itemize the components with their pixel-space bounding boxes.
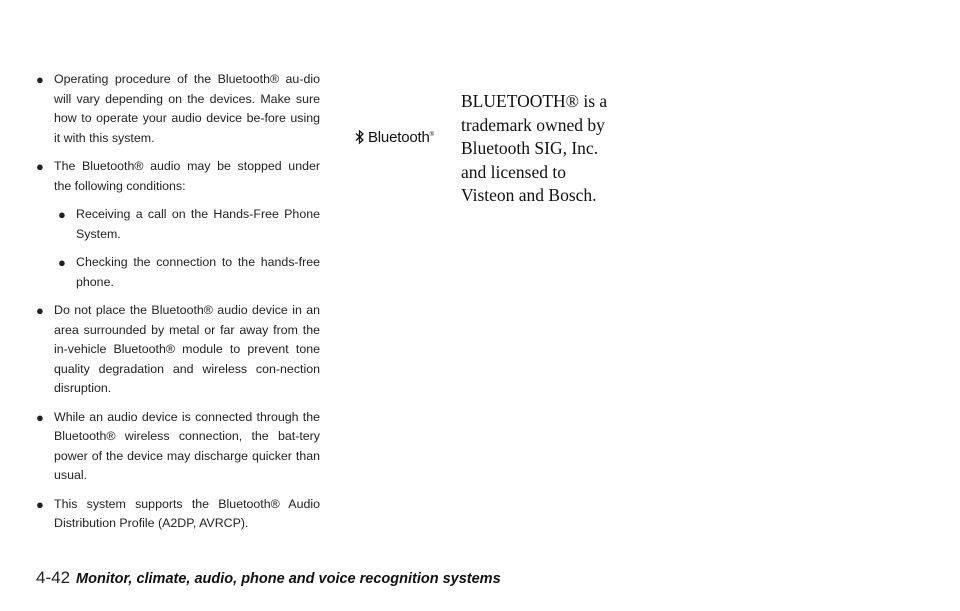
logo-wordmark: Bluetooth® xyxy=(368,128,434,146)
bullet-icon: ● xyxy=(58,207,66,222)
bullet-icon: ● xyxy=(36,409,44,425)
trademark-note: BLUETOOTH® is a trademark owned by Bluetooth SIG, Inc. and licensed to Visteon and Bosch. xyxy=(461,91,608,205)
bullet-icon: ● xyxy=(36,496,44,512)
list-item-text: This system supports the Bluetooth® Audio Distribution Profile (A2DP, AVRCP). xyxy=(54,496,320,530)
sub-list-item xyxy=(58,253,320,292)
bullet-icon: ● xyxy=(58,255,66,270)
bluetooth-icon xyxy=(355,129,365,145)
list-item-text: Operating procedure of the Bluetooth® au-dio will vary depending on the devices. Make sure how to operate your audio device be-fore using it with this system. xyxy=(54,72,320,145)
page-number: 4-42 xyxy=(36,568,71,587)
bullet-icon: ● xyxy=(36,159,44,174)
list-item-text: Do not place the Bluetooth® audio device in an area surrounded by metal or far away from the in-vehicle Bluetooth® module to prevent tone quality degradation and wireless con-nection disruption. xyxy=(54,303,320,395)
bullet-list xyxy=(36,70,320,543)
list-item-text: While an audio device is connected through the Bluetooth® wireless connection, the bat-tery power of the device may discharge quicker than usual. xyxy=(54,409,320,482)
bullet-icon: ● xyxy=(36,72,44,87)
bullet-icon: ● xyxy=(36,303,44,318)
sub-list-item xyxy=(58,205,320,244)
page-footer xyxy=(36,568,501,588)
bluetooth-logo xyxy=(355,122,445,152)
list-item xyxy=(36,70,320,148)
list-item xyxy=(36,408,320,486)
section-title: Monitor, climate, audio, phone and voice recognition systems xyxy=(76,571,501,587)
list-item xyxy=(36,157,320,196)
list-item xyxy=(36,301,320,399)
list-item-text: Checking the connection to the hands-free phone. xyxy=(76,255,320,289)
list-item xyxy=(36,495,320,534)
list-item-text: The Bluetooth® audio may be stopped under the following conditions: xyxy=(54,159,320,193)
list-item-text: Receiving a call on the Hands-Free Phone System. xyxy=(76,207,320,241)
